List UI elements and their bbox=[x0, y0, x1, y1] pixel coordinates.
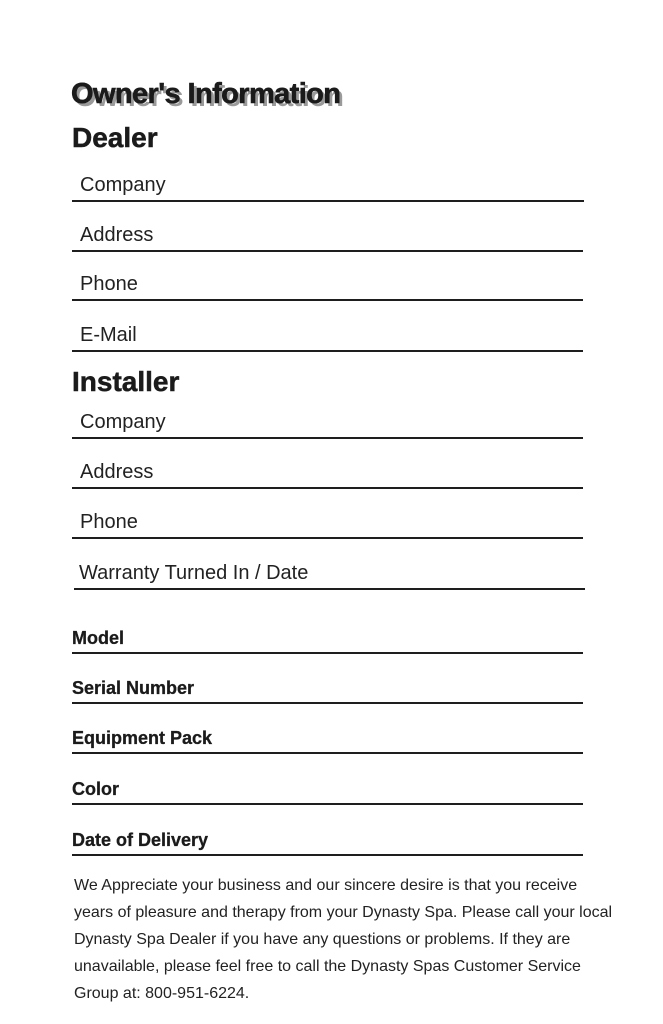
dealer-phone-field bbox=[72, 273, 583, 301]
model-field bbox=[72, 626, 583, 654]
installer-heading: Installer bbox=[72, 366, 180, 397]
installer-warranty-field bbox=[74, 562, 585, 590]
date-of-delivery-label: Date of Delivery bbox=[72, 830, 209, 850]
installer-company-label: Company bbox=[80, 411, 166, 433]
page-title: Owner's Information bbox=[71, 78, 341, 110]
dealer-phone-input[interactable] bbox=[179, 273, 583, 299]
dealer-email-label: E-Mail bbox=[80, 324, 137, 346]
model-input[interactable] bbox=[139, 626, 583, 652]
equipment-pack-input[interactable] bbox=[239, 726, 583, 752]
date-of-delivery-input[interactable] bbox=[239, 828, 583, 854]
installer-warranty-label: Warranty Turned In / Date bbox=[79, 562, 309, 584]
dealer-email-input[interactable] bbox=[179, 324, 583, 350]
installer-address-field bbox=[72, 461, 583, 489]
date-of-delivery-field bbox=[72, 828, 583, 856]
color-label: Color bbox=[72, 779, 119, 799]
serial-number-field bbox=[72, 676, 583, 704]
dealer-address-input[interactable] bbox=[179, 224, 583, 250]
dealer-address-label: Address bbox=[80, 224, 154, 246]
model-label: Model bbox=[72, 628, 124, 648]
closing-message: We Appreciate your business and our sincere desire is that you receive years of pleasure and therapy from your Dynasty Spa. Please call your local Dynasty Spa Dealer if you have any questions or problems. If they are unavailable, please feel free to call the Dynasty Spas Customer Service Group at: 800-951-6224. bbox=[74, 877, 613, 1002]
serial-number-label: Serial Number bbox=[72, 678, 195, 698]
installer-company-field bbox=[72, 411, 583, 439]
installer-phone-label: Phone bbox=[80, 511, 138, 533]
dealer-email-field bbox=[72, 324, 583, 352]
dealer-company-field bbox=[72, 174, 584, 202]
installer-address-label: Address bbox=[80, 461, 154, 483]
installer-phone-field bbox=[72, 511, 583, 539]
dealer-company-label: Company bbox=[80, 174, 166, 196]
installer-phone-input[interactable] bbox=[179, 511, 583, 537]
installer-address-input[interactable] bbox=[179, 461, 583, 487]
serial-number-input[interactable] bbox=[219, 676, 583, 702]
color-input[interactable] bbox=[139, 777, 583, 803]
dealer-heading: Dealer bbox=[72, 122, 158, 153]
dealer-phone-label: Phone bbox=[80, 273, 138, 295]
color-field bbox=[72, 777, 583, 805]
dealer-address-field bbox=[72, 224, 583, 252]
equipment-pack-field bbox=[72, 726, 583, 754]
installer-company-input[interactable] bbox=[179, 411, 583, 437]
dealer-company-input[interactable] bbox=[180, 174, 584, 200]
equipment-pack-label: Equipment Pack bbox=[72, 728, 213, 748]
installer-warranty-input[interactable] bbox=[311, 562, 585, 588]
